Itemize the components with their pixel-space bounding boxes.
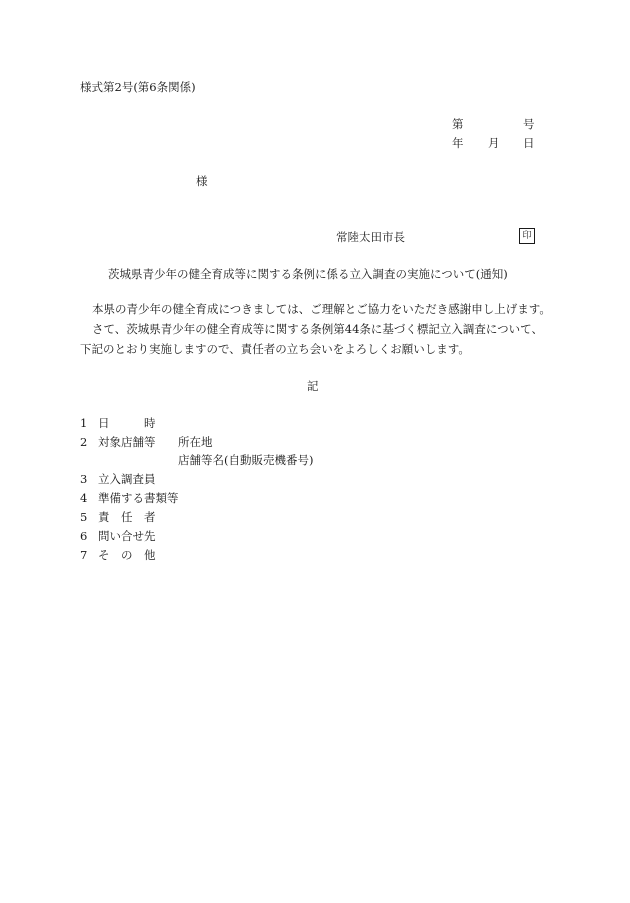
ki-heading: 記 — [307, 379, 319, 393]
list-item — [80, 512, 156, 524]
item-sub-location: 所在地 — [178, 435, 213, 449]
addressee-honorific: 様 — [196, 174, 208, 188]
item-label: 立入調査員 — [98, 472, 156, 486]
list-item — [80, 418, 156, 430]
body-paragraph-2-line-2: 下記のとおり実施しますので、責任者の立ち会いをよろしくお願いします。 — [80, 342, 470, 356]
date-year-label: 年 — [452, 136, 464, 150]
item-number: 4 — [80, 491, 88, 505]
item-label: 対象店舗等 — [98, 435, 156, 449]
date-month-label: 月 — [488, 136, 500, 150]
list-item — [80, 531, 156, 543]
body-paragraph-2-line-1: さて、茨城県青少年の健全育成等に関する条例第44条に基づく標記立入調査について、 — [92, 322, 543, 336]
form-number: 様式第2号(第6条関係) — [80, 80, 196, 94]
sender-name: 常陸太田市長 — [336, 230, 405, 244]
list-item — [80, 493, 179, 505]
subject-title: 茨城県青少年の健全育成等に関する条例に係る立入調査の実施について(通知) — [108, 267, 508, 281]
item-number: 5 — [80, 510, 88, 524]
item-number: 2 — [80, 435, 88, 449]
date-day-label: 日 — [523, 136, 535, 150]
item-number: 3 — [80, 472, 88, 486]
body-paragraph-1: 本県の青少年の健全育成につきましては、ご理解とご協力をいただき感謝申し上げます。 — [92, 302, 551, 316]
item-number: 7 — [80, 548, 88, 562]
item-number: 1 — [80, 416, 88, 430]
item-number: 6 — [80, 529, 88, 543]
item-label: そ の 他 — [98, 548, 156, 562]
item-label: 問い合せ先 — [98, 529, 156, 543]
list-item — [80, 437, 156, 449]
item-label: 責 任 者 — [98, 510, 156, 524]
item-label: 準備する書類等 — [98, 491, 179, 505]
list-item — [80, 474, 156, 486]
seal-stamp: 印 — [519, 228, 535, 244]
item-label: 日 時 — [98, 416, 156, 430]
document-number-suffix: 号 — [523, 117, 535, 131]
item-sub-store-name: 店舗等名(自動販売機番号) — [178, 453, 314, 467]
list-item — [80, 550, 156, 562]
document-number-label: 第 — [452, 117, 464, 131]
